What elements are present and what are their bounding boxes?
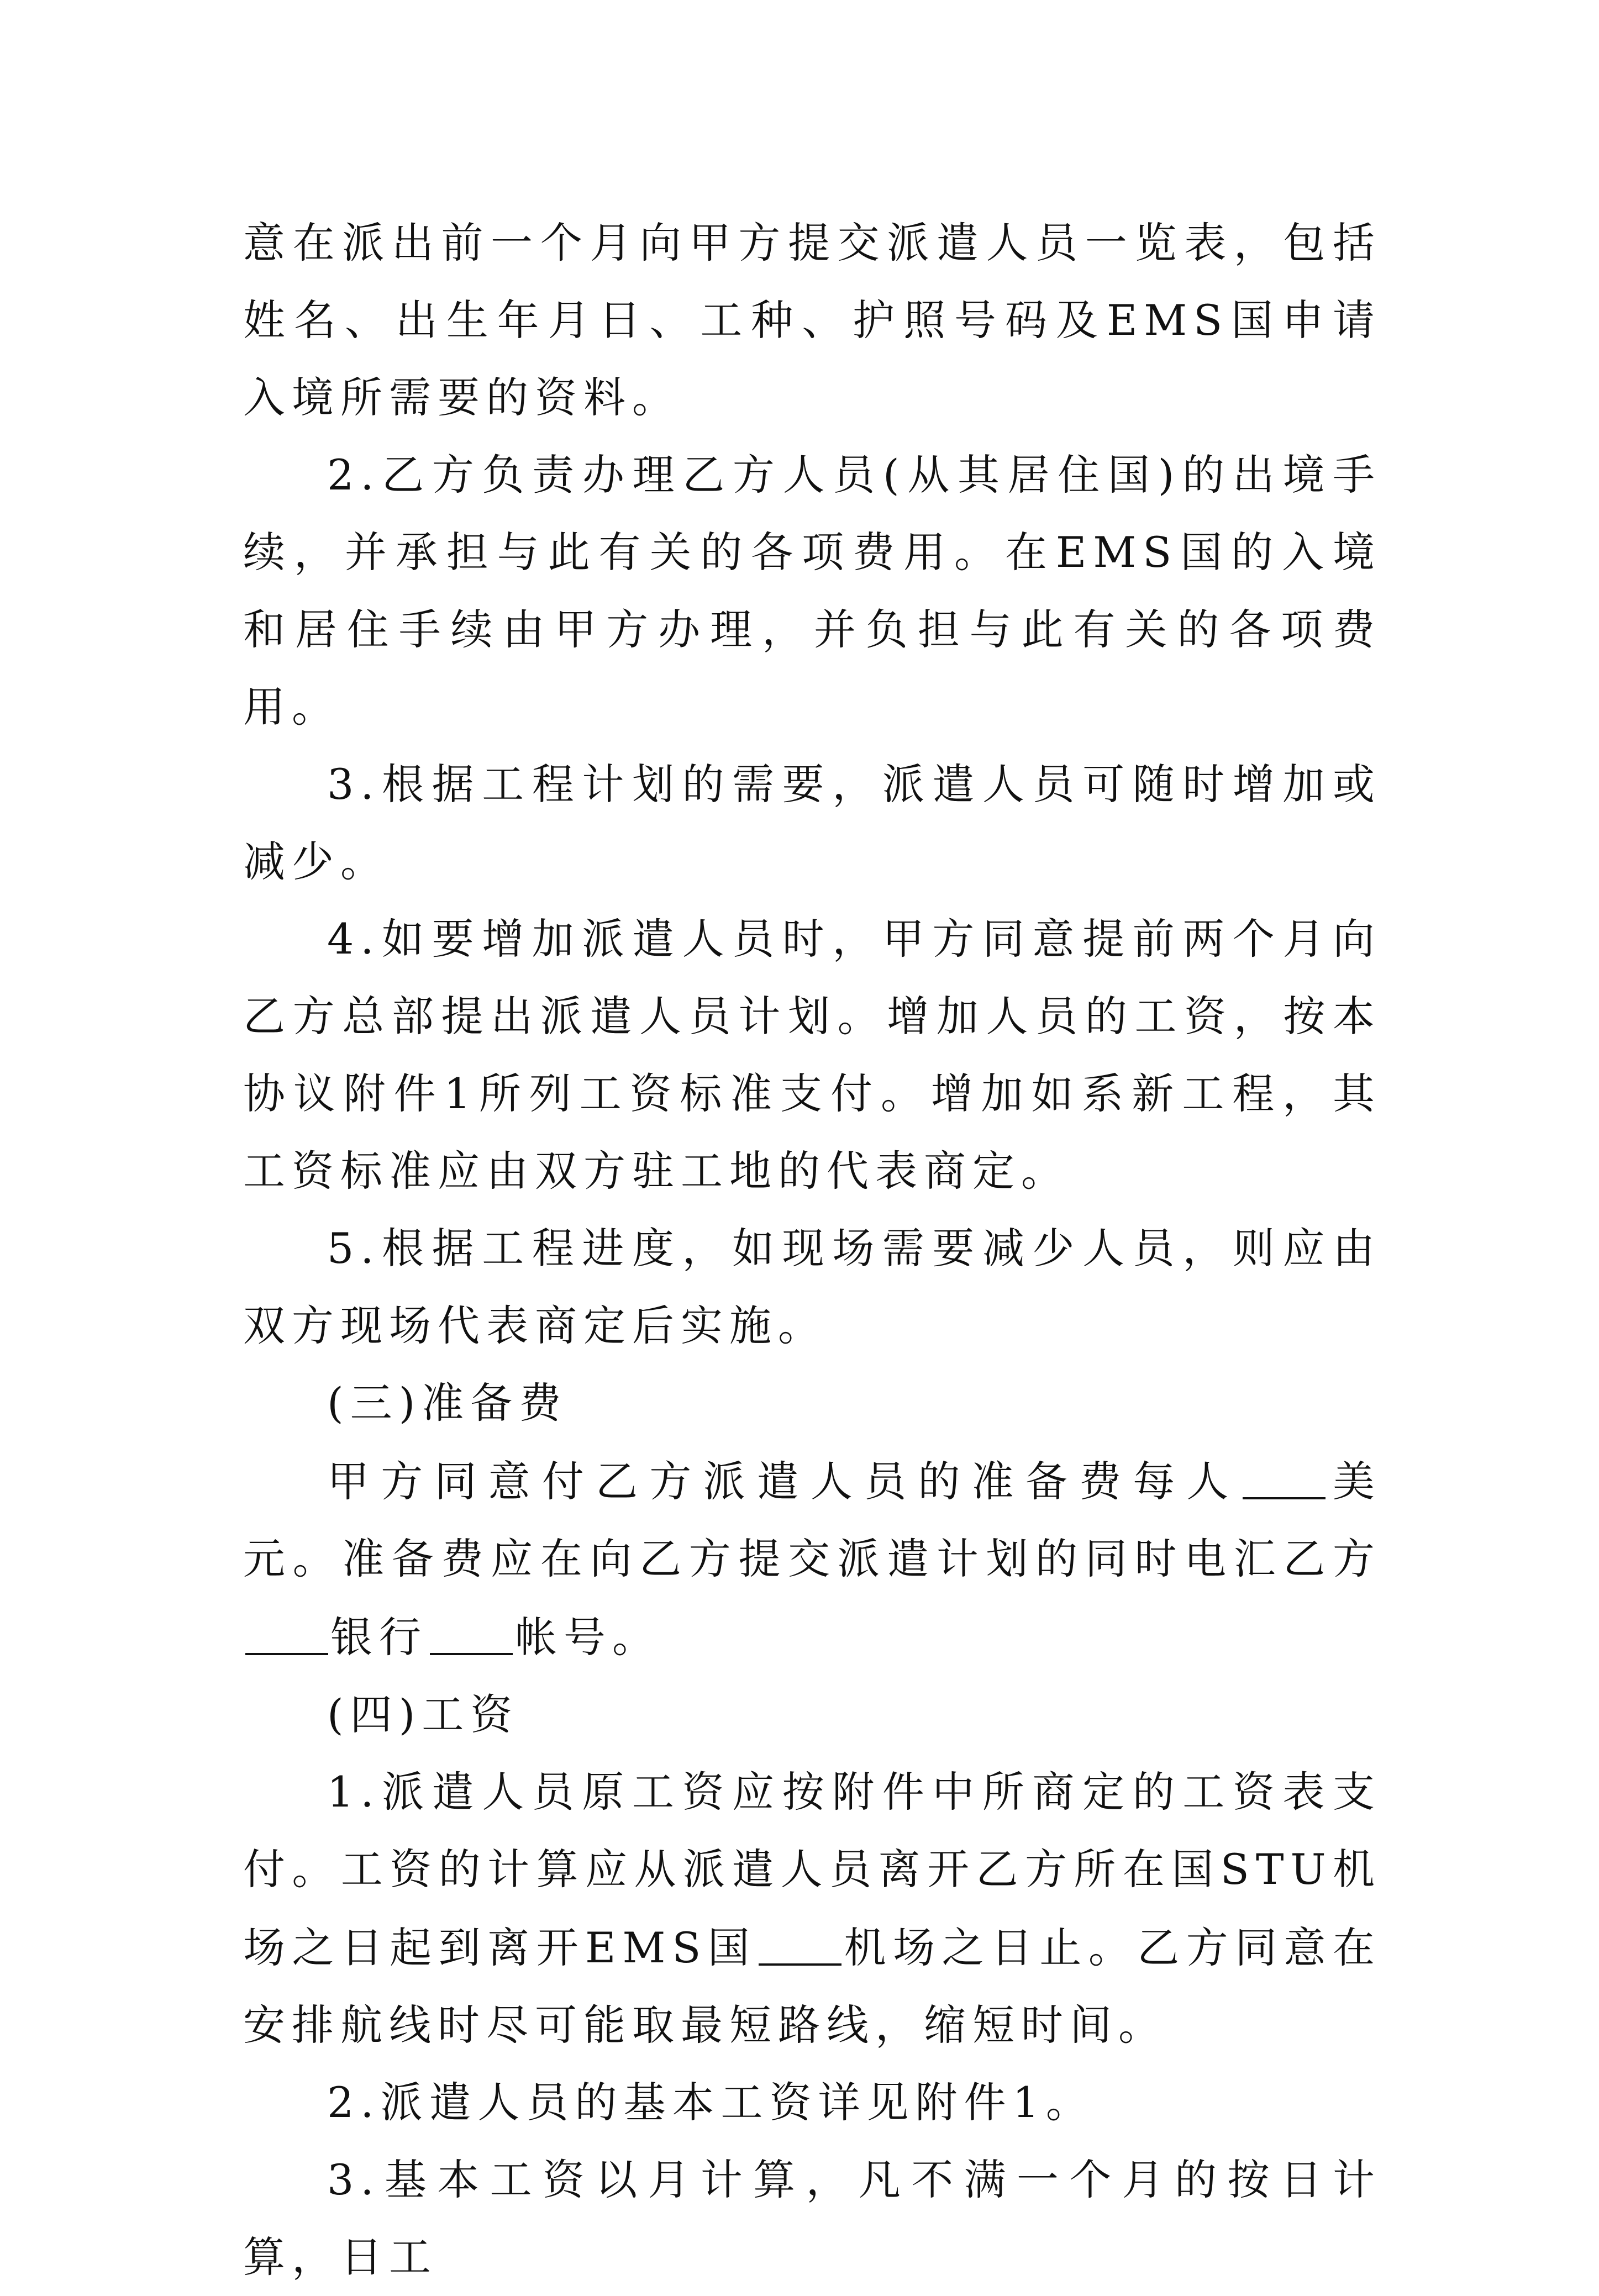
- heading-text: (四)工资: [327, 1690, 519, 1739]
- fill-in-blank-amount: [1243, 1442, 1326, 1499]
- paragraph-item-5: [243, 1210, 1381, 1365]
- paragraph-text: 帐号。: [515, 1613, 661, 1662]
- document-body: [243, 204, 1381, 2296]
- paragraph-text: 2.派遣人员的基本工资详见附件1。: [327, 2078, 1095, 2127]
- section-heading-preparation-fee: [243, 1365, 1381, 1442]
- paragraph-text: 1.派遣人员原工资应按附件中所商定的工资表支付。工资的计算应从派遣人员离开乙方所在国STU机场之日起到离开EMS国: [243, 1767, 1381, 1972]
- paragraph-text: 3.根据工程计划的需要，派遣人员可随时增加或减少。: [243, 760, 1381, 886]
- fill-in-blank-account: [430, 1598, 513, 1655]
- heading-text: (三)准备费: [327, 1378, 568, 1428]
- paragraph-wage-1: [243, 1753, 1381, 2064]
- paragraph-text: 5.根据工程进度，如现场需要减少人员，则应由双方现场代表商定后实施。: [243, 1224, 1381, 1350]
- paragraph-text: 机场之日止。乙方同意在安排航线时尽可能取最短路线，缩短时间。: [243, 1923, 1381, 2050]
- paragraph-wage-3: [243, 2141, 1381, 2296]
- paragraph-text: 甲方同意付乙方派遣人员的准备费每人: [327, 1457, 1240, 1506]
- paragraph-wage-2: [243, 2064, 1381, 2141]
- fill-in-blank-airport: [759, 1908, 841, 1966]
- paragraph-text: 美元。准备费应在向乙方提交派遣计划的同时电汇乙方: [243, 1457, 1382, 1583]
- paragraph-text: 银行: [330, 1613, 428, 1662]
- paragraph-text: 4.如要增加派遣人员时，甲方同意提前两个月向乙方总部提出派遣人员计划。增加人员的工资，按本协议附件1所列工资标准支付。增加如系新工程，其工资标准应由双方驻工地的代表商定。: [243, 914, 1381, 1196]
- section-heading-wages: [243, 1676, 1381, 1753]
- fill-in-blank-bank: [245, 1598, 328, 1655]
- paragraph-continuation: [243, 204, 1381, 436]
- paragraph-text: 3.基本工资以月计算，凡不满一个月的按日计算，日工: [243, 2155, 1381, 2282]
- paragraph-preparation-fee: [243, 1442, 1381, 1676]
- paragraph-text: 意在派出前一个月向甲方提交派遣人员一览表，包括姓名、出生年月日、工种、护照号码及EMS国申请入境所需要的资料。: [243, 218, 1381, 422]
- paragraph-item-4: [243, 901, 1381, 1210]
- paragraph-item-2: [243, 436, 1381, 746]
- paragraph-text: 2.乙方负责办理乙方人员(从其居住国)的出境手续，并承担与此有关的各项费用。在EMS国的入境和居住手续由甲方办理，并负担与此有关的各项费用。: [243, 450, 1381, 731]
- paragraph-item-3: [243, 746, 1381, 901]
